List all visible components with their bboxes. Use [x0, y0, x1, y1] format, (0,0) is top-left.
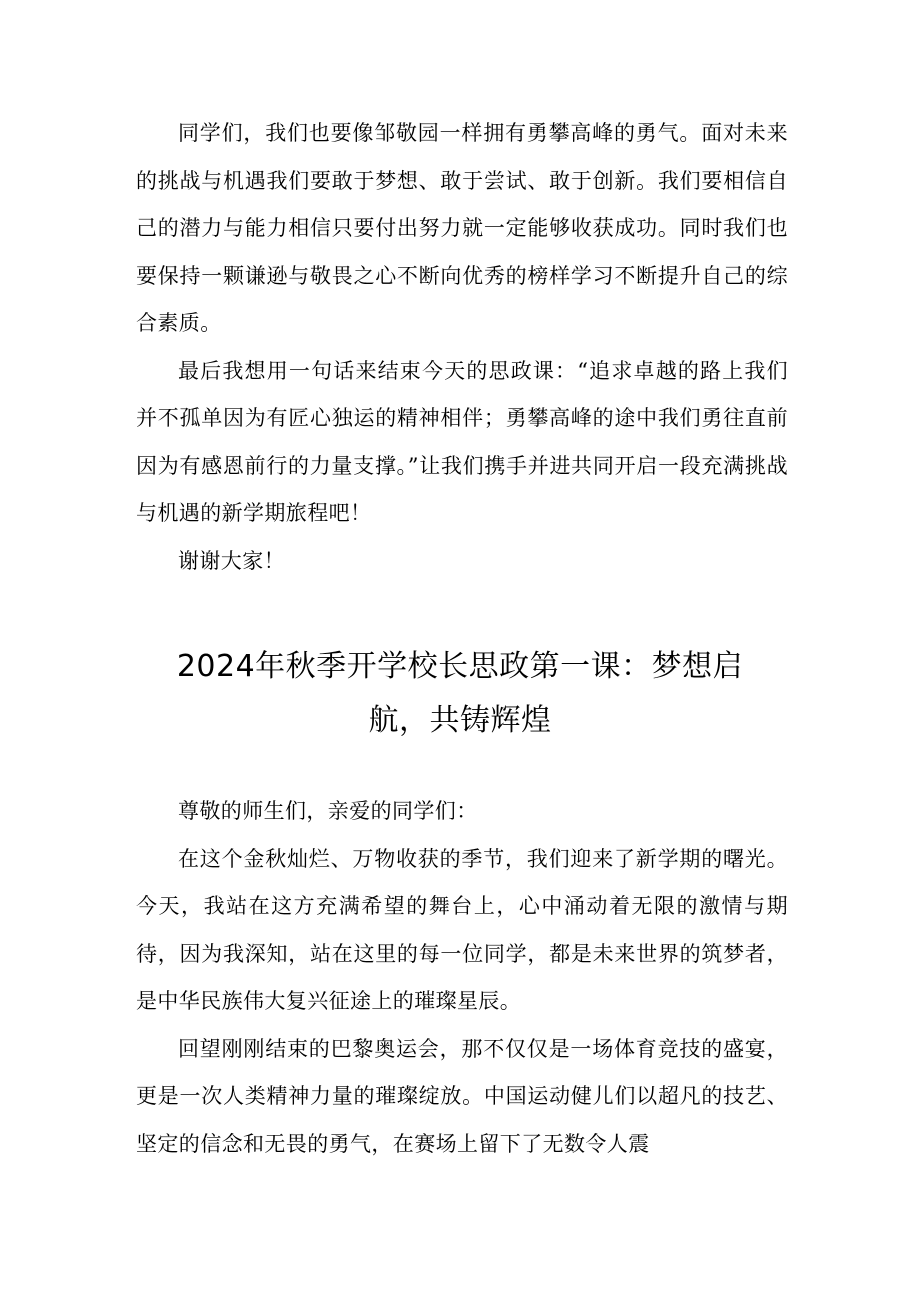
- document-title: 2024年秋季开学校长思政第一课：梦想启航，共铸辉煌: [176, 649, 744, 738]
- paragraph-thanks: 谢谢大家！: [178, 548, 285, 573]
- paragraph-conclusion: 最后我想用一句话来结束今天的思政课：“追求卓越的路上我们并不孤单因为有匠心独运的精神相伴；勇攀高峰的途中我们勇往直前因为有感恩前行的力量支撑。”让我们携手并进共同开启一段充满挑战与机遇的新学期旅程吧！: [136, 358, 788, 525]
- closing-section: [136, 110, 788, 585]
- paragraph-courage: 同学们，我们也要像邹敬园一样拥有勇攀高峰的勇气。面对未来的挑战与机遇我们要敢于梦想、敢于尝试、敢于创新。我们要相信自己的潜力与能力相信只要付出努力就一定能够收获成功。同时我们也要保持一颗谦逊与敬畏之心不断向优秀的榜样学习不断提升自己的综合素质。: [136, 121, 788, 335]
- paragraph-olympics: 回望刚刚结束的巴黎奥运会，那不仅仅是一场体育竞技的盛宴，更是一次人类精神力量的璀璨绽放。中国运动健儿们以超凡的技艺、坚定的信念和无畏的勇气，在赛场上留下了无数令人震: [136, 1036, 788, 1156]
- speech-section: [136, 788, 788, 1168]
- salutation: 尊敬的师生们，亲爱的同学们：: [178, 799, 478, 823]
- paragraph-season: 在这个金秋灿烂、万物收获的季节，我们迎来了新学期的曙光。今天，我站在这方充满希望的舞台上，心中涌动着无限的激情与期待，因为我深知，站在这里的每一位同学，都是未来世界的筑梦者，是中华民族伟大复兴征途上的璀璨星辰。: [136, 846, 788, 1013]
